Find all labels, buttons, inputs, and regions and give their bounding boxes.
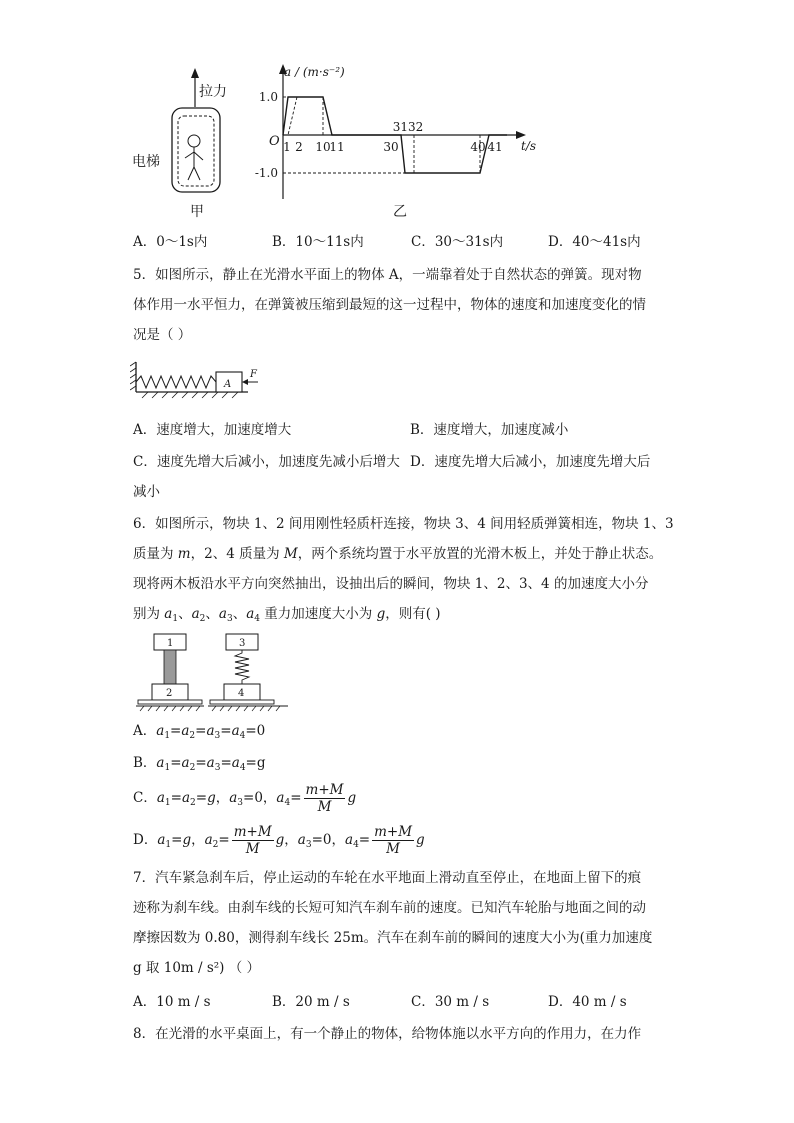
q7-stem-line-2: 迹称为刹车线。由刹车线的长短可知汽车刹车前的速度。已知汽车轮胎与地面之间的动: [133, 900, 646, 916]
q7-stem-line-1: 7．汽车紧急刹车后，停止运动的车轮在水平地面上滑动直至停止，在地面上留下的痕: [133, 870, 642, 886]
x-tick-label-11: 11: [329, 140, 345, 154]
q5-stem-line-2: 体作用一水平恒力，在弹簧被压缩到最短的这一过程中，物体的速度和加速度变化的情: [133, 297, 646, 313]
q4-option-c[interactable]: C．30～31s内: [411, 234, 504, 250]
q7-stem-line-4: g 取 10m / s²) （ ）: [133, 960, 261, 976]
y-tick-label-1: 1.0: [258, 90, 278, 104]
acceleration-chart: [255, 64, 536, 199]
q6-stem-line-4: 别为 $a_1$、$a_2$、$a_3$、$a_4$ 重力加速度大小为 g，则有( ): [133, 606, 441, 624]
board-left: [138, 700, 202, 704]
q6-stem-line-3: 现将两木板沿水平方向突然抽出，设抽出后的瞬间，物块 1、2、3、4 的加速度大小分: [133, 576, 649, 592]
q5-option-c[interactable]: C．速度先增大后减小，加速度先减小后增大: [133, 454, 400, 470]
sub-figure-b-label: 乙: [393, 204, 407, 220]
q6-line4-b: 重力加速度大小为: [259, 606, 377, 622]
q6-option-d[interactable]: D．$a_1=g$，$a_2=$ $\frac{m+M}{M}$ g，$a_3=0$，$a_4=$ $\frac{m+M}{M}$ g: [133, 824, 425, 857]
x-tick-label-40: 40: [470, 140, 486, 154]
q6-line2-c: ，两个系统均置于水平放置的光滑木板上，并处于静止状态。: [297, 546, 663, 562]
x-tick-label-2: 2: [295, 140, 303, 154]
q6-option-a[interactable]: A．$a_1=a_2=a_3=a_4=0$: [133, 723, 266, 741]
q7-option-a[interactable]: A．10 m / s: [133, 994, 211, 1010]
sub-figure-a-label: 甲: [190, 204, 204, 220]
svg-text:3: 3: [239, 638, 246, 649]
q5-option-b[interactable]: B．速度增大，加速度减小: [410, 422, 569, 438]
svg-text:2: 2: [166, 688, 173, 699]
mass-m: m: [177, 546, 191, 562]
q6-stem-line-2: [133, 544, 662, 564]
q7-option-c[interactable]: C．30 m / s: [411, 994, 490, 1010]
question4-figure: [128, 62, 548, 222]
svg-text:4: 4: [238, 688, 245, 699]
board-right: [210, 700, 274, 704]
q5-option-d[interactable]: D．速度先增大后减小，加速度先增大后: [410, 454, 651, 470]
q5-option-d-continued: 减小: [133, 484, 160, 500]
q6-stem-line-1: 6．如图所示，物块 1、2 间用刚性轻质杆连接，物块 3、4 间用轻质弹簧相连，物块 1、3: [133, 516, 674, 532]
guide-t-2: [288, 97, 297, 135]
q8-stem-line-1: 8．在光滑的水平桌面上，有一个静止的物体，给物体施以水平方向的作用力，在力作: [133, 1026, 642, 1042]
svg-text:1: 1: [167, 638, 174, 649]
x-tick-label-1: 1: [283, 140, 291, 154]
q6-line4-a: 别为: [133, 606, 165, 622]
q6-blocks-figure: [130, 630, 300, 718]
q5-stem-line-1: 5．如图所示，静止在光滑水平面上的物体 A，一端靠着处于自然状态的弹簧。现对物: [133, 267, 642, 283]
elevator-label: 电梯: [132, 154, 160, 170]
q7-option-d[interactable]: D．40 m / s: [548, 994, 627, 1010]
spring-3-4: [235, 650, 249, 684]
mass-big-m: M: [283, 546, 298, 562]
q7-stem-line-3: 摩擦因数为 0.80，测得刹车线长 25m。汽车在刹车前的瞬间的速度大小为(重力加速度: [133, 930, 653, 946]
q5-spring-figure: [130, 360, 270, 402]
x-tick-label-41: 41: [487, 140, 503, 154]
pull-force-label: 拉力: [199, 84, 227, 100]
x-tick-label-30: 30: [383, 140, 399, 154]
block-a-label: A: [224, 379, 232, 390]
q6-option-c[interactable]: C．$a_1=a_2=g$，$a_3=0$，$a_4=$ $\frac{m+M}{M}$ g: [133, 782, 357, 815]
rigid-rod: [164, 650, 176, 684]
y-axis-label: a / (m·s⁻²): [284, 65, 345, 79]
force-f-label: F: [250, 369, 257, 380]
q5-stem-line-3: 况是（ ）: [133, 327, 192, 343]
spring: [136, 376, 216, 388]
q6-line4-c: ，则有( ): [385, 606, 441, 622]
q6-line2-a: 质量为: [133, 546, 178, 562]
q6-option-b[interactable]: B．$a_1=a_2=a_3=a_4=g$: [133, 755, 266, 773]
x-tick-label-10: 10: [315, 140, 331, 154]
origin-label: O: [269, 134, 280, 149]
y-tick-label-neg1: -1.0: [254, 166, 278, 180]
x-tick-label-3132: 3132: [392, 120, 424, 134]
q5-option-a[interactable]: A．速度增大，加速度增大: [133, 422, 292, 438]
q4-option-d[interactable]: D．40～41s内: [548, 234, 641, 250]
q4-option-a[interactable]: A．0～1s内: [133, 234, 208, 250]
q7-option-b[interactable]: B．20 m / s: [272, 994, 350, 1010]
q4-option-b[interactable]: B．10～11s内: [272, 234, 364, 250]
q6-line2-b: ，2、4 质量为: [190, 546, 284, 562]
x-axis-label: t/s: [521, 139, 537, 153]
